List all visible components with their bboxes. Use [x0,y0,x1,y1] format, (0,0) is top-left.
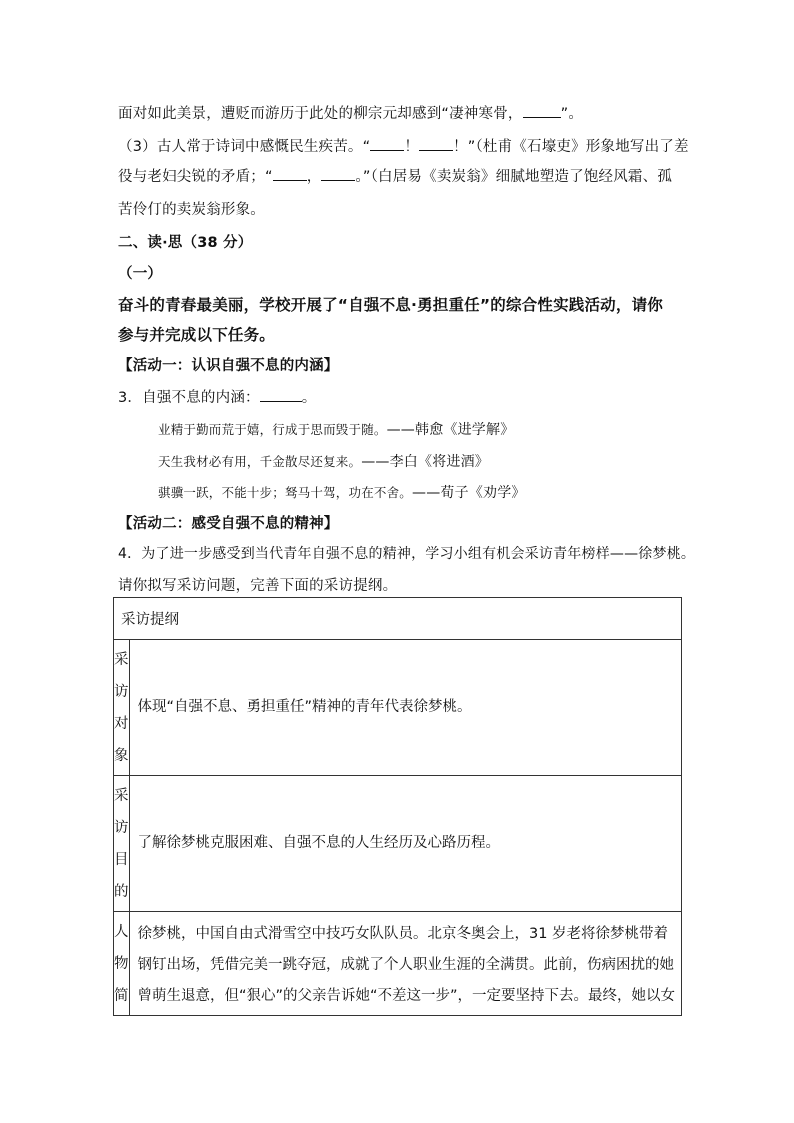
item3-line-1 [118,135,689,156]
poem-line-1-end: ”。 [560,106,584,122]
question-3 [118,386,316,407]
question-4-line-2: 请你拟写采访问题，完善下面的采访提纲。 [118,578,398,594]
item3-text-a: （3）古人常于诗词中感慨民生疾苦。“ [118,139,371,155]
section-intro-2: 参与并完成以下任务。 [118,326,276,344]
answer-blank[interactable] [273,179,307,181]
label-char: 简 [114,988,129,1004]
item3-line-3: 苦伶仃的卖炭翁形象。 [118,202,265,218]
poem-line-1-text: 面对如此美景，遭贬而游历于此处的柳宗元却感到“凄神寒骨， [118,106,523,122]
item3-line2-a: 役与老妇尖锐的矛盾；“ [118,169,273,185]
label-char: 目 [114,851,129,868]
label-char: 物 [114,956,129,972]
quote-text: 天生我材必有用，千金散尽还复来。 [158,454,362,469]
activity1-heading: 【活动一：认识自强不息的内涵】 [118,358,339,374]
profile-line: 徐梦桃，中国自由式滑雪空中技巧女队队员。北京冬奥会上，31 岁老将徐梦桃带着 [137,925,669,942]
quote-text: 业精于勤而荒于嬉，行成于思而毁于随。 [158,422,387,437]
section-heading: 二、读·思（38 分） [118,235,253,251]
item3-line-2 [118,165,672,186]
profile-line: 曾萌生退意，但“狠心”的父亲告诉她“不差这一步”，一定要坚持下去。最终，她以女 [137,987,676,1004]
answer-blank[interactable] [523,116,561,118]
row-label-purpose [114,776,130,912]
question-4-line-1: 4．为了进一步感受到当代青年自强不息的精神，学习小组有机会采访青年榜样——徐梦桃。 [118,546,696,562]
item3-text-c: ！”（杜甫《石壕吏》形象地写出了差 [453,139,689,155]
answer-blank[interactable] [419,149,453,151]
question-3-text: 3．自强不息的内涵： [118,390,260,406]
interview-outline-table [113,597,682,1016]
label-char: 采 [114,651,129,668]
table-title: 采访提纲 [114,598,682,640]
poem-line-1 [118,102,583,123]
label-char: 象 [114,747,129,764]
quote-source: ——荀子《劝学》 [412,485,526,501]
row-content-profile [129,912,682,1016]
section-sub: （一） [118,266,163,282]
label-char: 访 [114,819,129,836]
item3-line2-c: 。”（白居易《卖炭翁》细腻地塑造了饱经风霜、孤 [355,169,673,185]
table-row [114,640,682,776]
label-char: 采 [114,787,129,804]
quote-1 [158,419,514,439]
answer-blank[interactable] [370,149,404,151]
quote-3 [158,482,526,502]
quote-text: 骐骥一跃，不能十步；驽马十驾，功在不舍。 [158,485,413,500]
answer-blank[interactable] [260,400,302,402]
table-row [114,776,682,912]
label-char: 的 [114,883,129,900]
row-content-purpose: 了解徐梦桃克服困难、自强不息的人生经历及心路历程。 [129,776,682,912]
question-3-end: 。 [301,390,317,406]
item3-text-b: ！ [404,139,420,155]
item3-line2-b: ， [306,169,322,185]
answer-blank[interactable] [321,179,355,181]
label-char: 访 [114,683,129,700]
row-label-profile [114,912,130,1016]
quote-source: ——李白《将进酒》 [361,454,490,470]
profile-line: 钢钉出场，凭借完美一跳夺冠，成就了个人职业生涯的全满贯。此前，伤病困扰的她 [137,956,674,973]
table-row [114,912,682,1016]
quote-source: ——韩愈《进学解》 [386,422,515,438]
activity2-heading: 【活动二：感受自强不息的精神】 [118,516,339,532]
section-intro-1: 奋斗的青春最美丽，学校开展了“自强不息·勇担重任”的综合性实践活动，请你 [118,296,663,314]
row-content-interviewee: 体现“自强不息、勇担重任”精神的青年代表徐梦桃。 [129,640,682,776]
row-label-interviewee [114,640,130,776]
table-header-row [114,598,682,640]
label-char: 人 [114,924,129,940]
quote-2 [158,451,489,471]
label-char: 对 [114,715,129,732]
